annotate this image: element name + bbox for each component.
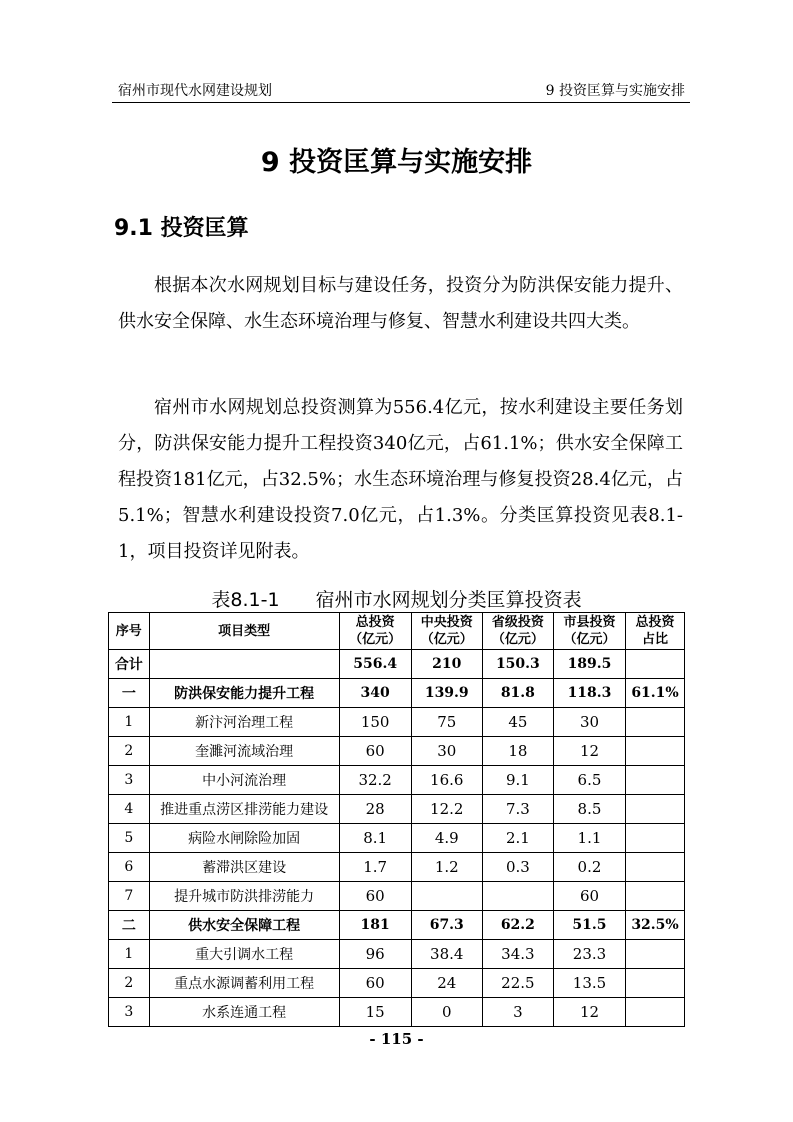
- header-cell-type: 项目类型: [149, 613, 339, 650]
- cell-total: 60: [339, 882, 411, 911]
- cell-central: [411, 882, 482, 911]
- cell-provincial: 9.1: [482, 766, 553, 795]
- cell-type: 蓄滞洪区建设: [149, 853, 339, 882]
- cell-central: 75: [411, 708, 482, 737]
- cell-provincial: 34.3: [482, 940, 553, 969]
- header-cell-total: 总投资 （亿元）: [339, 613, 411, 650]
- cell-central: 24: [411, 969, 482, 998]
- cell-provincial: [482, 882, 553, 911]
- cell-city-county: 1.1: [553, 824, 625, 853]
- cell-share: [626, 824, 685, 853]
- cell-share: [626, 737, 685, 766]
- section-title: 9.1 投资匡算: [114, 216, 249, 241]
- cell-central: 38.4: [411, 940, 482, 969]
- cell-provincial: 2.1: [482, 824, 553, 853]
- header-cell-share: 总投资 占比: [626, 613, 685, 650]
- cell-type: 奎濉河流域治理: [149, 737, 339, 766]
- cell-index: 3: [109, 998, 150, 1027]
- cell-type: 防洪保安能力提升工程: [149, 679, 339, 708]
- cell-central: 139.9: [411, 679, 482, 708]
- cell-central: 4.9: [411, 824, 482, 853]
- cell-index: 一: [109, 679, 150, 708]
- cell-provincial: 22.5: [482, 969, 553, 998]
- cell-total: 556.4: [339, 650, 411, 679]
- cell-city-county: 30: [553, 708, 625, 737]
- cell-total: 28: [339, 795, 411, 824]
- cell-share: [626, 940, 685, 969]
- cell-provincial: 3: [482, 998, 553, 1027]
- cell-index: 1: [109, 708, 150, 737]
- table-row: [109, 766, 685, 795]
- cell-type: 提升城市防洪排涝能力: [149, 882, 339, 911]
- cell-total: 96: [339, 940, 411, 969]
- cell-share: 61.1%: [626, 679, 685, 708]
- cell-central: 67.3: [411, 911, 482, 940]
- cell-share: [626, 766, 685, 795]
- cell-city-county: 189.5: [553, 650, 625, 679]
- paragraph-investment-summary: 宿州市水网规划总投资测算为556.4亿元，按水利建设主要任务划分，防洪保安能力提升工程投资340亿元，占61.1%；供水安全保障工程投资181亿元，占32.5%；水生态环境治理与修复投资28.4亿元，占5.1%；智慧水利建设投资7.0亿元，占1.3%。分类匡算投资见表8.1-1，项目投资详见附表。: [118, 397, 683, 562]
- table-row: [109, 853, 685, 882]
- cell-share: [626, 853, 685, 882]
- cell-city-county: 60: [553, 882, 625, 911]
- cell-total: 15: [339, 998, 411, 1027]
- table-row: [109, 650, 685, 679]
- cell-index: 4: [109, 795, 150, 824]
- cell-type: 病险水闸除险加固: [149, 824, 339, 853]
- cell-index: 7: [109, 882, 150, 911]
- running-header-chapter: 9 投资匡算与实施安排: [545, 83, 685, 99]
- cell-total: 60: [339, 737, 411, 766]
- cell-share: [626, 998, 685, 1027]
- cell-city-county: 51.5: [553, 911, 625, 940]
- page-number: - 115 -: [369, 1030, 424, 1048]
- table-row: [109, 708, 685, 737]
- cell-provincial: 150.3: [482, 650, 553, 679]
- cell-total: 340: [339, 679, 411, 708]
- header-cell-index: 序号: [109, 613, 150, 650]
- cell-central: 1.2: [411, 853, 482, 882]
- cell-city-county: 12: [553, 737, 625, 766]
- cell-share: [626, 882, 685, 911]
- cell-city-county: 8.5: [553, 795, 625, 824]
- cell-provincial: 7.3: [482, 795, 553, 824]
- cell-provincial: 0.3: [482, 853, 553, 882]
- cell-index: 合计: [109, 650, 150, 679]
- paragraph-intro: 根据本次水网规划目标与建设任务，投资分为防洪保安能力提升、供水安全保障、水生态环境治理与修复、智慧水利建设共四大类。: [118, 275, 683, 332]
- running-header-title: 宿州市现代水网建设规划: [118, 83, 272, 99]
- cell-central: 16.6: [411, 766, 482, 795]
- table-caption-title: 宿州市水网规划分类匡算投资表: [315, 589, 582, 611]
- cell-type: 供水安全保障工程: [149, 911, 339, 940]
- cell-total: 181: [339, 911, 411, 940]
- cell-index: 二: [109, 911, 150, 940]
- cell-provincial: 45: [482, 708, 553, 737]
- cell-city-county: 118.3: [553, 679, 625, 708]
- table-row: [109, 824, 685, 853]
- cell-type: 推进重点涝区排涝能力建设: [149, 795, 339, 824]
- cell-total: 60: [339, 969, 411, 998]
- cell-provincial: 81.8: [482, 679, 553, 708]
- cell-central: 30: [411, 737, 482, 766]
- table-header-row: [109, 613, 685, 650]
- cell-city-county: 6.5: [553, 766, 625, 795]
- table-row: [109, 737, 685, 766]
- cell-type: 中小河流治理: [149, 766, 339, 795]
- cell-total: 150: [339, 708, 411, 737]
- cell-index: 1: [109, 940, 150, 969]
- cell-provincial: 62.2: [482, 911, 553, 940]
- header-cell-central: 中央投资 （亿元）: [411, 613, 482, 650]
- table-row: [109, 998, 685, 1027]
- cell-share: [626, 708, 685, 737]
- cell-type: 新汴河治理工程: [149, 708, 339, 737]
- cell-index: 6: [109, 853, 150, 882]
- table-caption-number: 表8.1-1: [211, 589, 280, 611]
- table-row: [109, 940, 685, 969]
- investment-table: [108, 612, 685, 1027]
- table-body: [109, 650, 685, 1027]
- cell-index: 2: [109, 969, 150, 998]
- cell-index: 2: [109, 737, 150, 766]
- cell-central: 0: [411, 998, 482, 1027]
- cell-index: 5: [109, 824, 150, 853]
- cell-central: 12.2: [411, 795, 482, 824]
- cell-total: 32.2: [339, 766, 411, 795]
- header-divider: [112, 102, 690, 103]
- cell-central: 210: [411, 650, 482, 679]
- cell-type: 水系连通工程: [149, 998, 339, 1027]
- table-row: [109, 969, 685, 998]
- cell-type: [149, 650, 339, 679]
- cell-share: [626, 650, 685, 679]
- table-caption: [0, 585, 793, 612]
- cell-provincial: 18: [482, 737, 553, 766]
- chapter-title: 9 投资匡算与实施安排: [260, 147, 533, 178]
- cell-type: 重点水源调蓄利用工程: [149, 969, 339, 998]
- cell-city-county: 12: [553, 998, 625, 1027]
- cell-total: 1.7: [339, 853, 411, 882]
- table-row: [109, 882, 685, 911]
- cell-total: 8.1: [339, 824, 411, 853]
- header-cell-city-county: 市县投资 （亿元）: [553, 613, 625, 650]
- table-row: [109, 679, 685, 708]
- cell-share: 32.5%: [626, 911, 685, 940]
- cell-type: 重大引调水工程: [149, 940, 339, 969]
- cell-share: [626, 969, 685, 998]
- header-cell-provincial: 省级投资 （亿元）: [482, 613, 553, 650]
- cell-city-county: 13.5: [553, 969, 625, 998]
- cell-city-county: 0.2: [553, 853, 625, 882]
- table-row: [109, 795, 685, 824]
- table-row: [109, 911, 685, 940]
- cell-share: [626, 795, 685, 824]
- cell-index: 3: [109, 766, 150, 795]
- cell-city-county: 23.3: [553, 940, 625, 969]
